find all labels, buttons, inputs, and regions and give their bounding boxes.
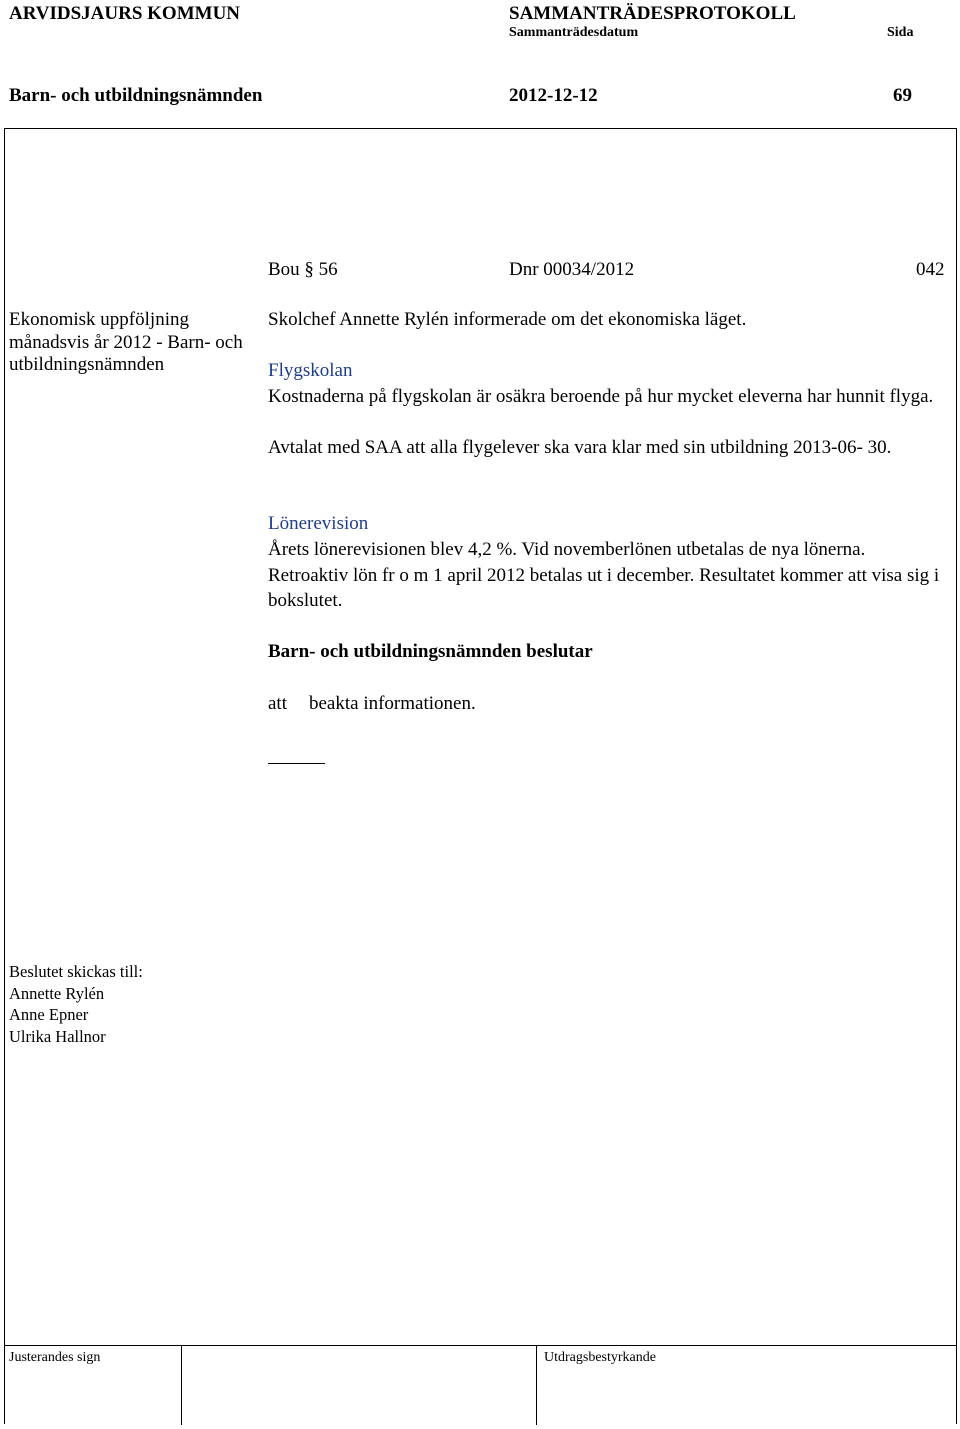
decision-att: att [268, 693, 287, 714]
end-rule [268, 763, 325, 764]
signature-divider [536, 1345, 537, 1425]
date-label: Sammanträdesdatum [509, 25, 639, 40]
committee-name: Barn- och utbildningsnämnden [9, 85, 263, 106]
protocol-title: SAMMANTRÄDESPROTOKOLL [509, 3, 796, 24]
signature-divider [181, 1345, 182, 1425]
recipients-label: Beslutet skickas till: [9, 962, 143, 981]
intro-text: Skolchef Annette Rylén informerade om det ekonomiska läget. [268, 309, 747, 330]
flygskolan-text-2: Avtalat med SAA att alla flygelever ska vara klar med sin utbildning 2013-06- 30. [268, 437, 892, 458]
lonerevision-text: Årets lönerevisionen blev 4,2 %. Vid novemberlönen utbetalas de nya lönerna. Retroaktiv lön fr o m 1 april 2012 betalas ut i december. Resultatet kommer att visa sig i bokslutet. [268, 539, 940, 611]
section-title-lonerevision: Lönerevision [268, 513, 369, 534]
side-heading: Ekonomisk uppföljning månadsvis år 2012 - Barn- och utbildningsnämnden [9, 309, 243, 375]
meeting-date: 2012-12-12 [509, 85, 598, 106]
page-label: Sida [887, 25, 914, 40]
utdragsbestyrkande-label: Utdragsbestyrkande [544, 1350, 656, 1365]
frame-right-border [956, 128, 957, 1424]
decision-text: beakta informationen. [309, 693, 476, 714]
signature-row-border [4, 1345, 957, 1346]
section-title-flygskolan: Flygskolan [268, 360, 353, 381]
page-number: 69 [893, 85, 912, 106]
recipient-name: Ulrika Hallnor [9, 1026, 106, 1046]
municipality-name: ARVIDSJAURS KOMMUN [9, 3, 241, 24]
paragraph-number: Bou § 56 [268, 259, 338, 280]
recipient-name: Annette Rylén [9, 983, 105, 1003]
flygskolan-text-1: Kostnaderna på flygskolan är osäkra beroende på hur mycket eleverna har hunnit flyga. [268, 386, 934, 407]
recipient-name: Anne Epner [9, 1005, 89, 1024]
justerandes-sign-label: Justerandes sign [9, 1350, 101, 1365]
frame-left-border [4, 128, 5, 1424]
dnr: Dnr 00034/2012 [509, 259, 635, 280]
frame-top-border [4, 128, 957, 129]
decision-heading: Barn- och utbildningsnämnden beslutar [268, 641, 593, 662]
item-code: 042 [916, 259, 945, 280]
recipients-block [9, 961, 143, 1047]
